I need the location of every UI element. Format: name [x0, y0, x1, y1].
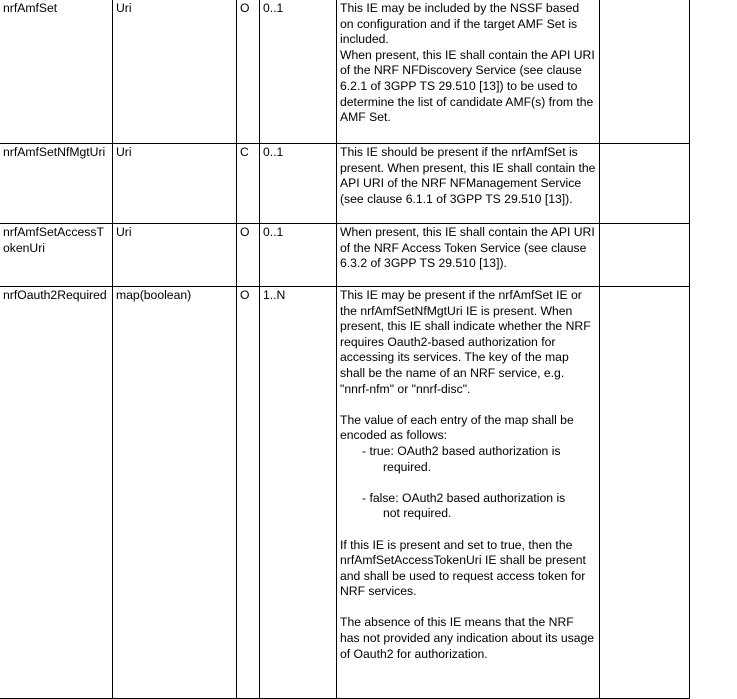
description-paragraph: The absence of this IE means that the NRF has not provided any indication about its usage of Oauth2 for authorization. — [340, 615, 595, 661]
ie-name-cell: nrfAmfSetNfMgtUri — [0, 144, 113, 224]
description-paragraph: This IE may be present if the nrfAmfSet IE or the nrfAmfSetNfMgtUri IE is present. When present, this IE shall indicate whether the NRF requires Oauth2-based authorization for accessing its services. The key of the map shall be the name of an NRF service, e.g. "nnrf-nfm" or "nnrf-disc". — [340, 288, 591, 396]
ie-applicability-cell — [600, 144, 690, 224]
ie-type-cell: Uri — [113, 144, 237, 224]
ie-description-cell: This IE should be present if the nrfAmfSet is present. When present, this IE shall contain the API URI of the NRF NFManagement Service (see clause 6.1.1 of 3GPP TS 29.510 [13]). — [337, 144, 600, 224]
table-row — [0, 0, 690, 144]
ie-cardinality-cell: 1..N — [260, 287, 337, 699]
ie-applicability-cell — [600, 0, 690, 144]
bullet-item-false — [340, 491, 596, 522]
ie-applicability-cell — [600, 287, 690, 699]
table-row — [0, 144, 690, 224]
ie-presence-cell: O — [237, 224, 260, 287]
table-row — [0, 287, 690, 699]
ie-name-cell: nrfOauth2Required — [0, 287, 113, 699]
ie-description-cell — [337, 287, 600, 699]
bullet-text-continued: not required. — [383, 506, 452, 521]
ie-presence-cell: O — [237, 287, 260, 699]
ie-name-cell: nrfAmfSet — [0, 0, 113, 144]
ie-presence-cell: C — [237, 144, 260, 224]
ie-description-cell: This IE may be included by the NSSF based on configuration and if the target AMF Set is included. When present, this IE shall contain the API URI of the NRF NFDiscovery Service (see clause 6.2.1 of 3GPP TS 29.510 [13]) to be used to determine the list of candidate AMF(s) from the AMF Set. — [337, 0, 600, 144]
ie-type-cell: Uri — [113, 0, 237, 144]
bullet-item-true — [340, 444, 596, 475]
table-row — [0, 224, 690, 287]
ie-type-cell: map(boolean) — [113, 287, 237, 699]
ie-presence-cell: O — [237, 0, 260, 144]
bullet-text: - true: OAuth2 based authorization is — [362, 443, 561, 458]
ie-applicability-cell — [600, 224, 690, 287]
description-paragraph: If this IE is present and set to true, then the nrfAmfSetAccessTokenUri IE shall be present and shall be used to request access token for NRF services. — [340, 537, 586, 599]
ie-cardinality-cell: 0..1 — [260, 224, 337, 287]
ie-cardinality-cell: 0..1 — [260, 0, 337, 144]
ie-type-cell: Uri — [113, 224, 237, 287]
ie-cardinality-cell: 0..1 — [260, 144, 337, 224]
ie-description-cell: When present, this IE shall contain the API URI of the NRF Access Token Service (see clause 6.3.2 of 3GPP TS 29.510 [13]). — [337, 224, 600, 287]
bullet-text: - false: OAuth2 based authorization is — [362, 490, 566, 505]
bullet-text-continued: required. — [383, 459, 432, 474]
ie-name-cell: nrfAmfSetAccessTokenUri — [0, 224, 113, 287]
description-paragraph: The value of each entry of the map shall be encoded as follows: — [340, 412, 574, 443]
